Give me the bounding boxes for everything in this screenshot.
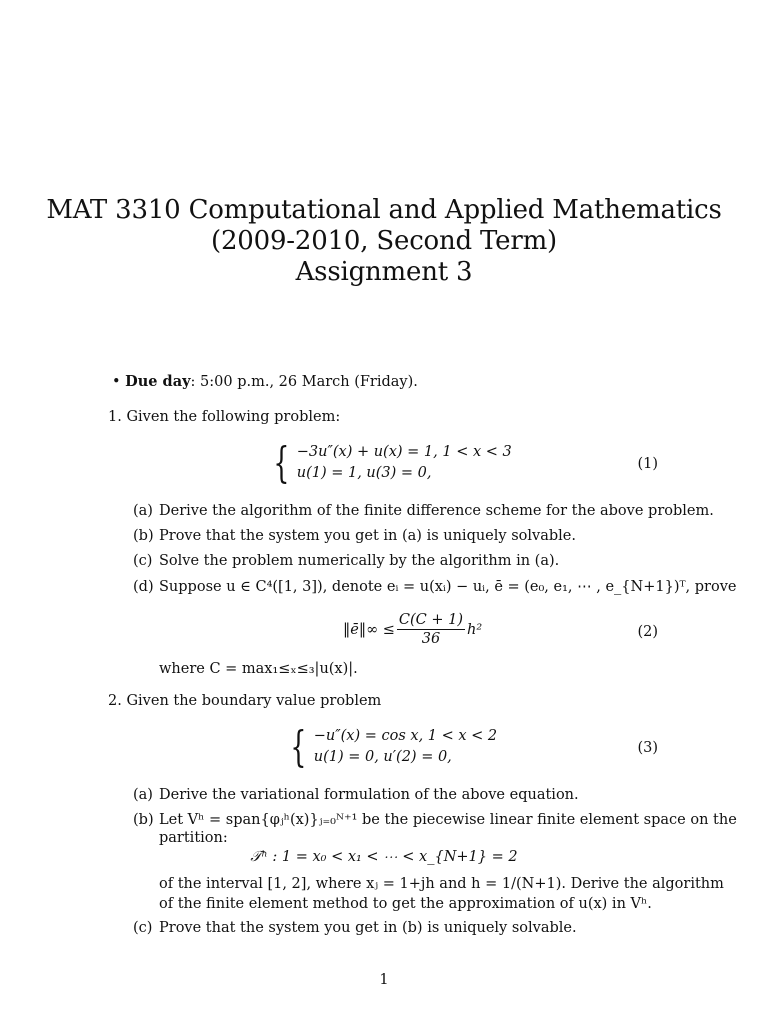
equation-line: u(1) = 1, u(3) = 0,	[296, 465, 432, 481]
part-item	[133, 577, 737, 597]
fraction-numerator: C(C + 1)	[398, 612, 464, 628]
part-continuation: partition:	[159, 830, 228, 846]
problem-number: 1.	[108, 409, 122, 425]
equation-line: −u″(x) = cos x, 1 < x < 2	[313, 728, 498, 744]
part-text: Solve the problem numerically by the algorithm in (a).	[159, 553, 560, 569]
part-continuation: of the interval [1, 2], where xⱼ = 1+jh and h = 1/(N+1). Derive the algorithm	[159, 876, 724, 892]
equation-1	[268, 438, 512, 487]
brace-symbol: {	[273, 438, 290, 487]
equation-line: −3u″(x) + u(x) = 1, 1 < x < 3	[296, 444, 512, 460]
part-label: (a)	[133, 787, 153, 803]
equation-line: u(1) = 0, u′(2) = 0,	[313, 749, 452, 765]
part-text: Let Vʰ = span{φⱼʰ(x)}ⱼ₌₀ᴺ⁺¹ be the piecewise linear finite element space on the	[159, 812, 737, 828]
part-label: (a)	[133, 503, 153, 519]
assignment-title: Assignment 3	[295, 257, 473, 287]
where-clause: where C = max₁≤ₓ≤₃|u(x)|.	[159, 661, 358, 677]
estimate-tail: h²	[467, 621, 483, 638]
part-text: Derive the algorithm of the finite difference scheme for the above problem.	[159, 503, 714, 519]
part-item	[133, 501, 714, 521]
error-estimate	[343, 611, 482, 648]
part-continuation: of the finite element method to get the approximation of u(x) in Vʰ.	[159, 896, 652, 912]
estimate-fraction	[397, 611, 465, 648]
due-day-line	[112, 372, 418, 392]
document-title-block	[0, 195, 768, 288]
part-label: (d)	[133, 579, 154, 595]
part-item	[133, 785, 579, 805]
estimate-lhs: ‖ē‖∞ ≤	[343, 621, 395, 638]
due-label: Due day	[125, 373, 191, 390]
part-label: (b)	[133, 812, 154, 828]
course-title: MAT 3310 Computational and Applied Mathematics	[46, 195, 722, 225]
part-text: Prove that the system you get in (b) is uniquely solvable.	[159, 920, 577, 936]
part-label: (c)	[133, 553, 153, 569]
equation-number: (2)	[637, 624, 658, 640]
part-item	[133, 526, 576, 546]
part-label: (c)	[133, 920, 153, 936]
equation-number: (1)	[637, 456, 658, 472]
part-text: Derive the variational formulation of the above equation.	[159, 787, 579, 803]
part-item	[133, 918, 577, 938]
problem-text: Given the following problem:	[126, 409, 341, 425]
part-item	[133, 551, 559, 571]
term-line: (2009-2010, Second Term)	[211, 226, 557, 256]
part-label: (b)	[133, 528, 154, 544]
equation-3	[285, 722, 498, 771]
fraction-denominator: 36	[421, 631, 441, 647]
page-number: 1	[379, 972, 389, 988]
part-text: Suppose u ∈ C⁴([1, 3]), denote eᵢ = u(xᵢ) − uᵢ, ē = (e₀, e₁, ⋯ , e_{N+1})ᵀ, prove	[159, 579, 737, 595]
problem-text: Given the boundary value problem	[126, 693, 382, 709]
equation-number: (3)	[637, 740, 658, 756]
partition-equation: 𝒯ʰ : 1 = x₀ < x₁ < ⋯ < x_{N+1} = 2	[250, 849, 518, 865]
bullet-icon: •	[112, 374, 126, 390]
part-text: Prove that the system you get in (a) is uniquely solvable.	[159, 528, 576, 544]
brace-symbol: {	[290, 722, 307, 771]
due-text: : 5:00 p.m., 26 March (Friday).	[190, 374, 418, 390]
problem-number: 2.	[108, 693, 122, 709]
problem-1-intro	[108, 407, 340, 427]
part-item	[133, 810, 737, 830]
problem-2-intro	[108, 691, 381, 711]
